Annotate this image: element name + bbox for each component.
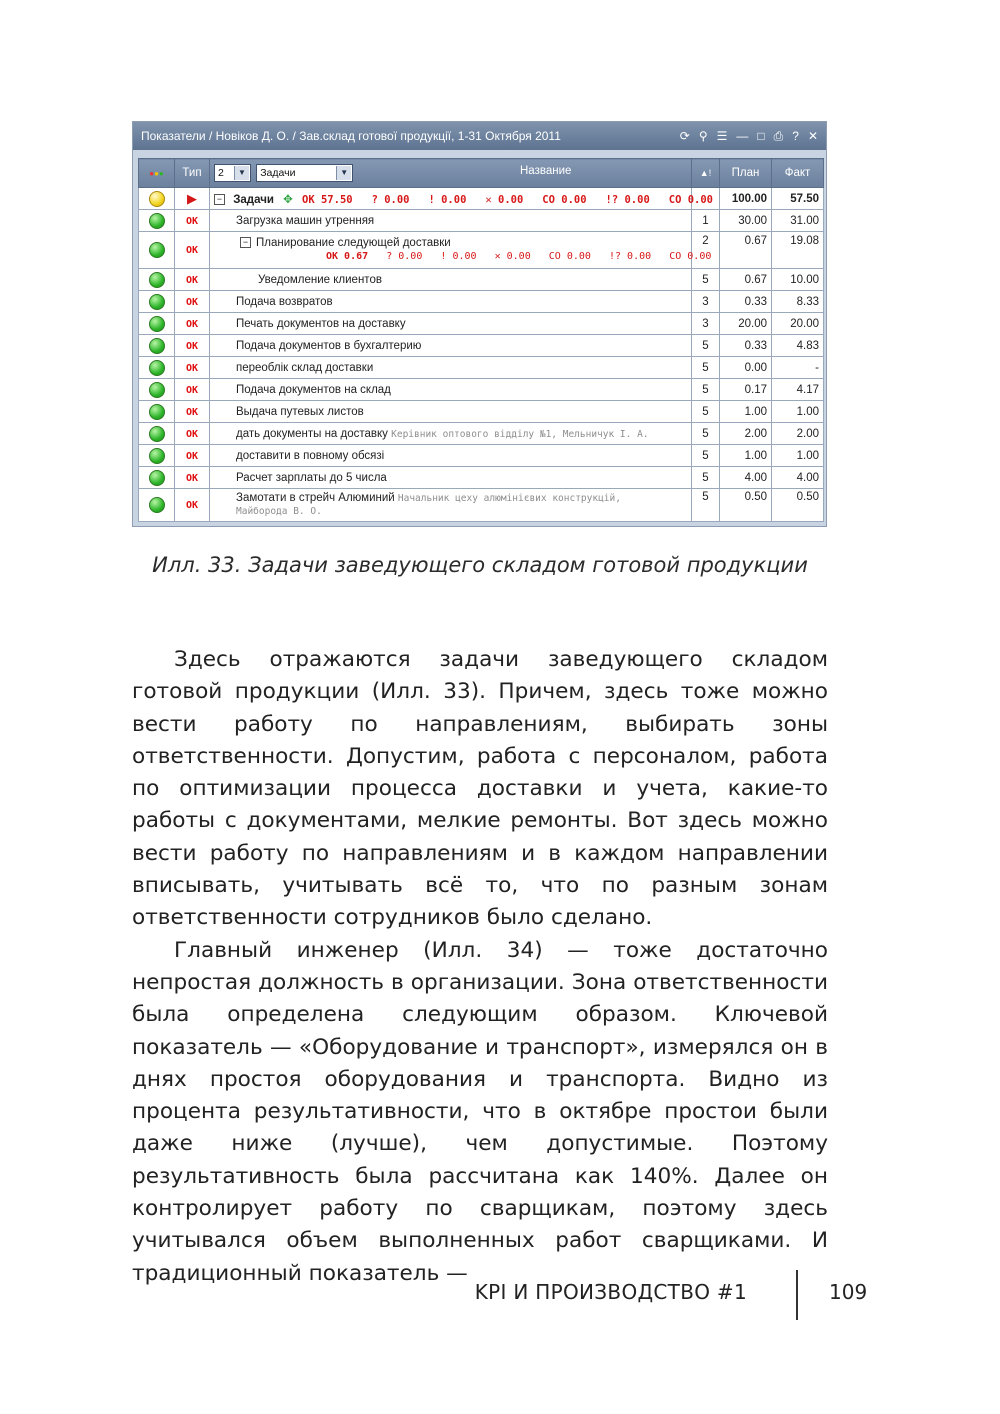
green-status-icon	[149, 213, 165, 229]
task-responsible: Начальник цеху алюмінієвих конструкцій,	[397, 493, 621, 504]
task-order: 5	[692, 467, 720, 489]
task-order: 5	[692, 379, 720, 401]
task-name: Уведомление клиентов	[258, 273, 382, 286]
table-row[interactable]	[139, 467, 824, 489]
page-number: 109	[829, 1280, 868, 1304]
task-order: 2	[692, 232, 720, 269]
running-footer-title: KPI И ПРОИЗВОДСТВО #1	[474, 1280, 747, 1304]
task-plan: 0.67	[720, 269, 772, 291]
ok-badge: OK	[185, 245, 199, 256]
task-plan: 0.17	[720, 379, 772, 401]
chevron-down-icon: ▼	[234, 166, 249, 180]
maximize-icon[interactable]: □	[757, 129, 765, 143]
collapse-icon[interactable]: −	[214, 194, 225, 205]
search-icon[interactable]: ⚲	[698, 129, 708, 143]
task-order: 5	[692, 445, 720, 467]
green-status-icon	[149, 360, 165, 376]
table-row[interactable]	[139, 210, 824, 232]
ok-badge: OK	[185, 274, 199, 286]
green-status-icon	[149, 382, 165, 398]
table-header-row	[139, 159, 824, 188]
window-titlebar	[133, 122, 826, 150]
green-status-icon	[149, 470, 165, 486]
task-name: переоблік склад доставки	[236, 361, 374, 374]
ok-badge: OK	[185, 500, 199, 511]
summary-label: Задачи	[233, 193, 274, 206]
task-fact: 0.50	[772, 489, 824, 522]
task-substats: OK 0.67 ? 0.00 ! 0.00 ✕ 0.00 CO 0.00 !? 0.00 CO 0.00	[326, 251, 712, 262]
summary-fact: 57.50	[772, 188, 824, 210]
task-fact: 4.00	[772, 467, 824, 489]
ok-badge: OK	[185, 406, 199, 418]
task-fact: 10.00	[772, 269, 824, 291]
filter-select-value: Задачи	[260, 167, 296, 179]
task-fact: 31.00	[772, 210, 824, 232]
traffic-light-icon: ●●●	[149, 169, 164, 178]
ok-badge: OK	[185, 384, 199, 396]
task-plan: 0.67	[720, 232, 772, 269]
sort-column-header[interactable]: ▲!	[692, 159, 720, 188]
paragraph: Главный инженер (Илл. 34) — тоже достаточно непростая должность в организации. Зона ответственности была определена следующим образом. Ключевой показатель — «Оборудование и транспорт», измерялся он в днях простоя оборудования и транспорта. Видно из процента результативности, что в октябре простои были даже ниже (лучше), чем допустимые. Поэтому результативность была рассчитана как 140%. Далее он контролирует работу по сварщикам, поэтому здесь учитывался объем выполненных работ сварщиками. И традиционный показатель —	[132, 937, 828, 1286]
table-row[interactable]	[139, 269, 824, 291]
task-name: Подача возвратов	[236, 295, 333, 308]
task-fact: 1.00	[772, 401, 824, 423]
level-select-value: 2	[218, 167, 224, 179]
task-plan: 0.00	[720, 357, 772, 379]
close-icon[interactable]: ✕	[807, 129, 818, 143]
ok-badge: OK	[185, 428, 199, 440]
green-status-icon	[149, 448, 165, 464]
task-order: 5	[692, 335, 720, 357]
task-name: дать документы на доставку	[236, 427, 388, 440]
task-fact: 20.00	[772, 313, 824, 335]
task-fact: -	[772, 357, 824, 379]
table-row[interactable]	[139, 335, 824, 357]
task-order: 3	[692, 313, 720, 335]
table-row[interactable]	[139, 401, 824, 423]
task-name: Загрузка машин утренняя	[236, 214, 375, 227]
task-plan: 30.00	[720, 210, 772, 232]
task-plan: 0.33	[720, 335, 772, 357]
task-order: 5	[692, 357, 720, 379]
task-order: 5	[692, 489, 720, 522]
task-order: 5	[692, 401, 720, 423]
table-row[interactable]	[139, 489, 824, 522]
window-title: Показатели / Новіков Д. О. / Зав.склад готової продукції, 1-31 Октября 2011	[141, 129, 561, 143]
task-plan: 1.00	[720, 445, 772, 467]
task-name: доставити в повному обсязі	[236, 449, 385, 462]
task-plan: 0.50	[720, 489, 772, 522]
green-status-icon	[149, 497, 165, 513]
table-row[interactable]	[139, 423, 824, 445]
ok-badge: OK	[185, 296, 199, 308]
arrows-icon: ✥	[283, 193, 293, 206]
green-status-icon	[149, 294, 165, 310]
titlebar-icons	[680, 122, 818, 150]
task-fact: 2.00	[772, 423, 824, 445]
collapse-icon[interactable]: −	[240, 237, 251, 248]
task-order: 1	[692, 210, 720, 232]
task-fact: 19.08	[772, 232, 824, 269]
green-status-icon	[149, 242, 165, 258]
task-plan: 1.00	[720, 401, 772, 423]
name-column-header	[210, 159, 692, 188]
task-fact: 8.33	[772, 291, 824, 313]
chevron-down-icon: ▼	[336, 166, 351, 180]
summary-plan: 100.00	[720, 188, 772, 210]
ok-badge: OK	[185, 450, 199, 462]
ok-badge: OK	[185, 215, 199, 227]
task-order: 5	[692, 269, 720, 291]
help-icon[interactable]: ?	[792, 129, 799, 143]
table-row[interactable]	[139, 313, 824, 335]
green-status-icon	[149, 338, 165, 354]
refresh-icon[interactable]: ⟳	[679, 129, 690, 143]
ok-badge: OK	[185, 340, 199, 352]
task-order: 3	[692, 291, 720, 313]
task-name: Выдача путевых листов	[236, 405, 364, 418]
body-text	[132, 644, 828, 1290]
name-column-label[interactable]: Название	[520, 165, 572, 177]
summary-row[interactable]	[139, 188, 824, 210]
table-row[interactable]	[139, 291, 824, 313]
list-icon[interactable]: ☰	[716, 129, 728, 143]
task-fact: 1.00	[772, 445, 824, 467]
ok-badge: OK	[185, 362, 199, 374]
summary-stats: OK 57.50 ? 0.00 ! 0.00 ✕ 0.00 CO 0.00 !? 0.00 CO 0.00	[302, 193, 714, 206]
table-row[interactable]	[139, 445, 824, 467]
minimize-icon[interactable]: —	[736, 129, 749, 143]
filter-select[interactable]	[256, 164, 353, 182]
plan-column-header[interactable]: План	[720, 159, 772, 188]
task-name: Планирование следующей доставки	[256, 237, 451, 249]
task-name: Расчет зарплаты до 5 числа	[236, 471, 387, 484]
task-plan: 0.33	[720, 291, 772, 313]
ok-badge: OK	[185, 472, 199, 484]
task-plan: 2.00	[720, 423, 772, 445]
table-row[interactable]	[139, 379, 824, 401]
figure-caption: Илл. 33. Задачи заведующего складом готовой продукции	[152, 553, 808, 577]
green-status-icon	[149, 404, 165, 420]
tasks-table	[138, 158, 824, 522]
task-name: Замотати в стрейч Алюминий	[236, 492, 395, 504]
task-responsible: Керівник оптового відділу №1, Мельничук І. А.	[391, 428, 649, 440]
yellow-status-icon	[149, 191, 165, 207]
screenshot-window	[132, 121, 827, 527]
table-row[interactable]	[139, 357, 824, 379]
level-select[interactable]	[214, 164, 251, 182]
green-status-icon	[149, 316, 165, 332]
task-responsible-name: Майборода В. О.	[236, 506, 322, 517]
status-column-header[interactable]	[139, 159, 175, 188]
footer-divider	[796, 1270, 798, 1320]
red-flag-icon: ▶	[187, 190, 197, 206]
task-name: Подача документов на склад	[236, 383, 391, 396]
type-column-header[interactable]: Тип	[175, 159, 210, 188]
task-fact: 4.83	[772, 335, 824, 357]
ok-badge: OK	[185, 318, 199, 330]
fact-column-header[interactable]: Факт	[772, 159, 824, 188]
task-name: Подача документов в бухгалтерию	[236, 339, 422, 352]
task-fact: 4.17	[772, 379, 824, 401]
green-status-icon	[149, 426, 165, 442]
task-plan: 4.00	[720, 467, 772, 489]
table-row[interactable]	[139, 232, 824, 269]
paragraph: Здесь отражаются задачи заведующего складом готовой продукции (Илл. 33). Причем, здесь тоже можно вести работу по направлениям, выбирать зоны ответственности. Допустим, работа с персоналом, работа по оптимизации процесса доставки и учета, какие-то работы с документами, мелкие ремонты. Вот здесь можно вести работу по направлениям и в каждом направлении вписывать, учитывать всё то, что по разным зонам ответственности сотрудников было сделано.	[132, 647, 828, 931]
task-order: 5	[692, 423, 720, 445]
task-plan: 20.00	[720, 313, 772, 335]
task-name: Печать документов на доставку	[236, 317, 406, 330]
green-status-icon	[149, 272, 165, 288]
print-icon[interactable]: ⎙	[773, 129, 784, 143]
